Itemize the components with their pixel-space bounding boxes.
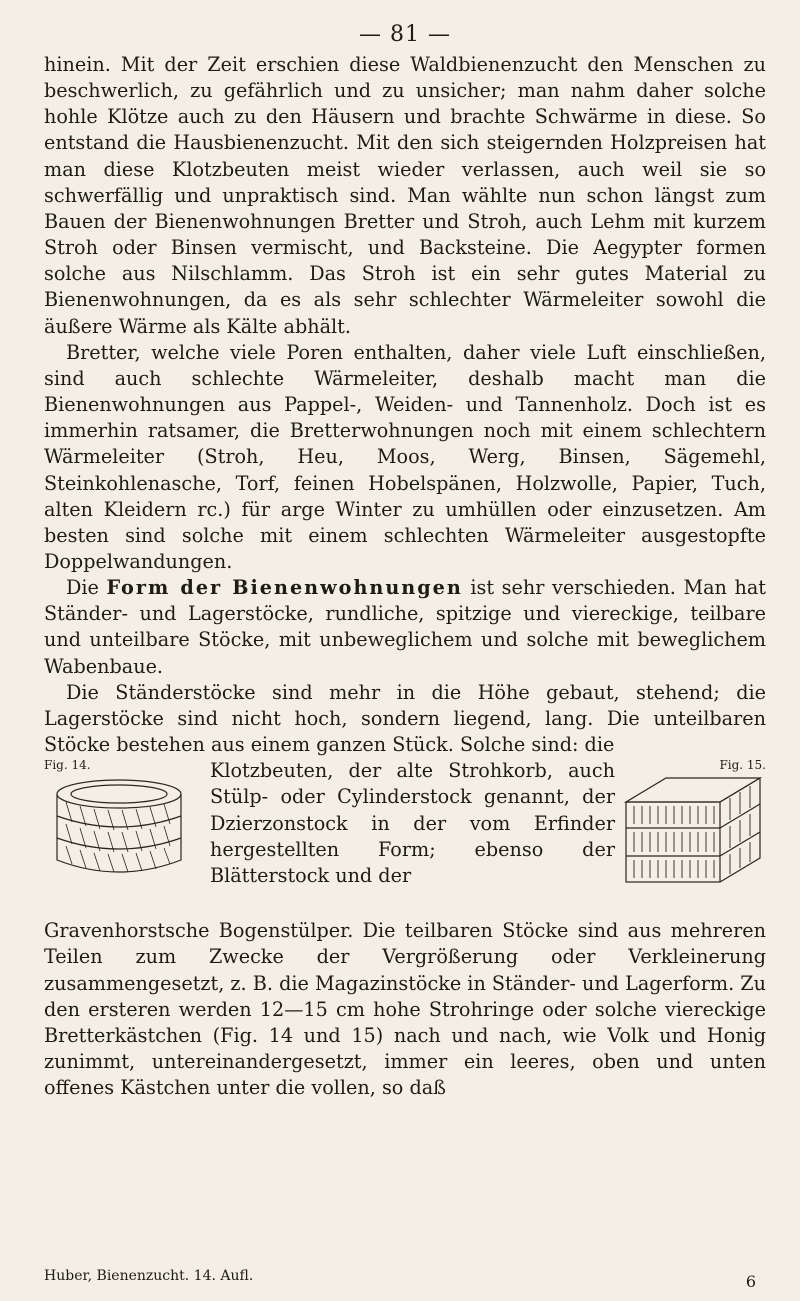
- straw-ring-stack-illustration: [44, 772, 194, 892]
- wooden-box-stack-illustration: [620, 772, 766, 892]
- form-rest: ist sehr verschieden. Man hat Ständer- und Lagerstöcke, rundliche, spitzige und viereckige, teilbare und unteilbare Stöcke, mit unbeweglichem und solche mit beweglichem Wabenbaue.: [44, 576, 767, 678]
- paragraph-staenderstoecke: Die Ständerstöcke sind mehr in die Höhe gebaut, stehend; die Lagerstöcke sind nicht hoch, sondern liegend, lang. Die unteilbaren Stöcke bestehen aus einem ganzen Stück. Solche sind: die: [44, 680, 766, 757]
- paragraph-bretter: Bretter, welche viele Poren enthalten, daher viele Luft einschließen, sind auch schlechte Wärmeleiter, deshalb macht man die Bienenwohnungen aus Pappel-, Weiden- und Tannenholz. Doch ist es immerhin ratsamer, die Bretterwohnungen noch mit einem schlechtern Wärmeleiter (Stroh, Heu, Moos, Werg, Binsen, Sägemehl, Steinkohlenasche, Torf, feinen Hobelspänen, Holzwolle, Papier, Tuch, alten Kleidern rc.) für arge Winter zu umhüllen oder einzusetzen. Am besten sind solche mit einem schlechten Wärmeleiter ausgestopfte Doppelwandungen.: [44, 340, 766, 573]
- page-footer: [44, 1268, 766, 1291]
- form-lead: Die: [66, 576, 107, 600]
- figure-15: [616, 758, 766, 896]
- figure-14-label: Fig. 14.: [44, 758, 91, 773]
- paragraph-waldbienenzucht: hinein. Mit der Zeit erschien diese Waldbienenzucht den Menschen zu beschwerlich, zu gefährlich und zu unsicher; man nahm daher solche hohle Klötze auch zu den Häusern und brachte Schwärme in diese. So entstand die Hausbienenzucht. Mit den sich steigernden Holzpreisen hat man diese Klotzbeuten meist wieder verlassen, auch weil sie so schwerfällig und unpraktisch sind. Man wählte nun schon längst zum Bauen der Bienenwohnungen Bretter und Stroh, auch Lehm mit kurzem Stroh oder Binsen vermischt, und Backsteine. Die Aegypter formen solche aus Nilschlamm. Das Stroh ist ein sehr gutes Material zu Bienenwohnungen, da es als sehr schlechter Wärmeleiter sowohl die äußere Wärme als Kälte abhält.: [44, 53, 766, 338]
- page-number: — 81 —: [359, 22, 451, 47]
- figure-side-text: Klotzbeuten, der alte Strohkorb, auch Stülp- oder Cylinderstock genannt, der Dzierzonstock in der vom Erfinder hergestellten Form; ebenso der Blätterstock und der: [210, 759, 615, 887]
- book-page: [44, 22, 766, 1101]
- form-heading-spaced: Form der Bienenwohnungen: [106, 576, 463, 600]
- figure-row: [44, 758, 766, 918]
- paragraph-teilbare-stoecke: Gravenhorstsche Bogenstülper. Die teilbaren Stöcke sind aus mehreren Teilen zum Zwecke der Vergrößerung oder Verkleinerung zusammengesetzt, z. B. die Magazinstöcke in Ständer- und Lagerform. Zu den ersteren werden 12—15 cm hohe Strohringe oder solche viereckige Bretterkästchen (Fig. 14 und 15) nach und nach, wie Volk und Honig zunimmt, untereinandergesetzt, immer ein leeres, oben und unten offenes Kästchen unter die vollen, so daß: [44, 919, 766, 1100]
- figure-15-label: Fig. 15.: [719, 758, 766, 773]
- footer-imprint: Huber, Bienenzucht. 14. Aufl.: [44, 1268, 254, 1284]
- figure-14: [44, 758, 196, 896]
- signature-mark: 6: [745, 1272, 756, 1291]
- paragraph-form: [44, 575, 766, 680]
